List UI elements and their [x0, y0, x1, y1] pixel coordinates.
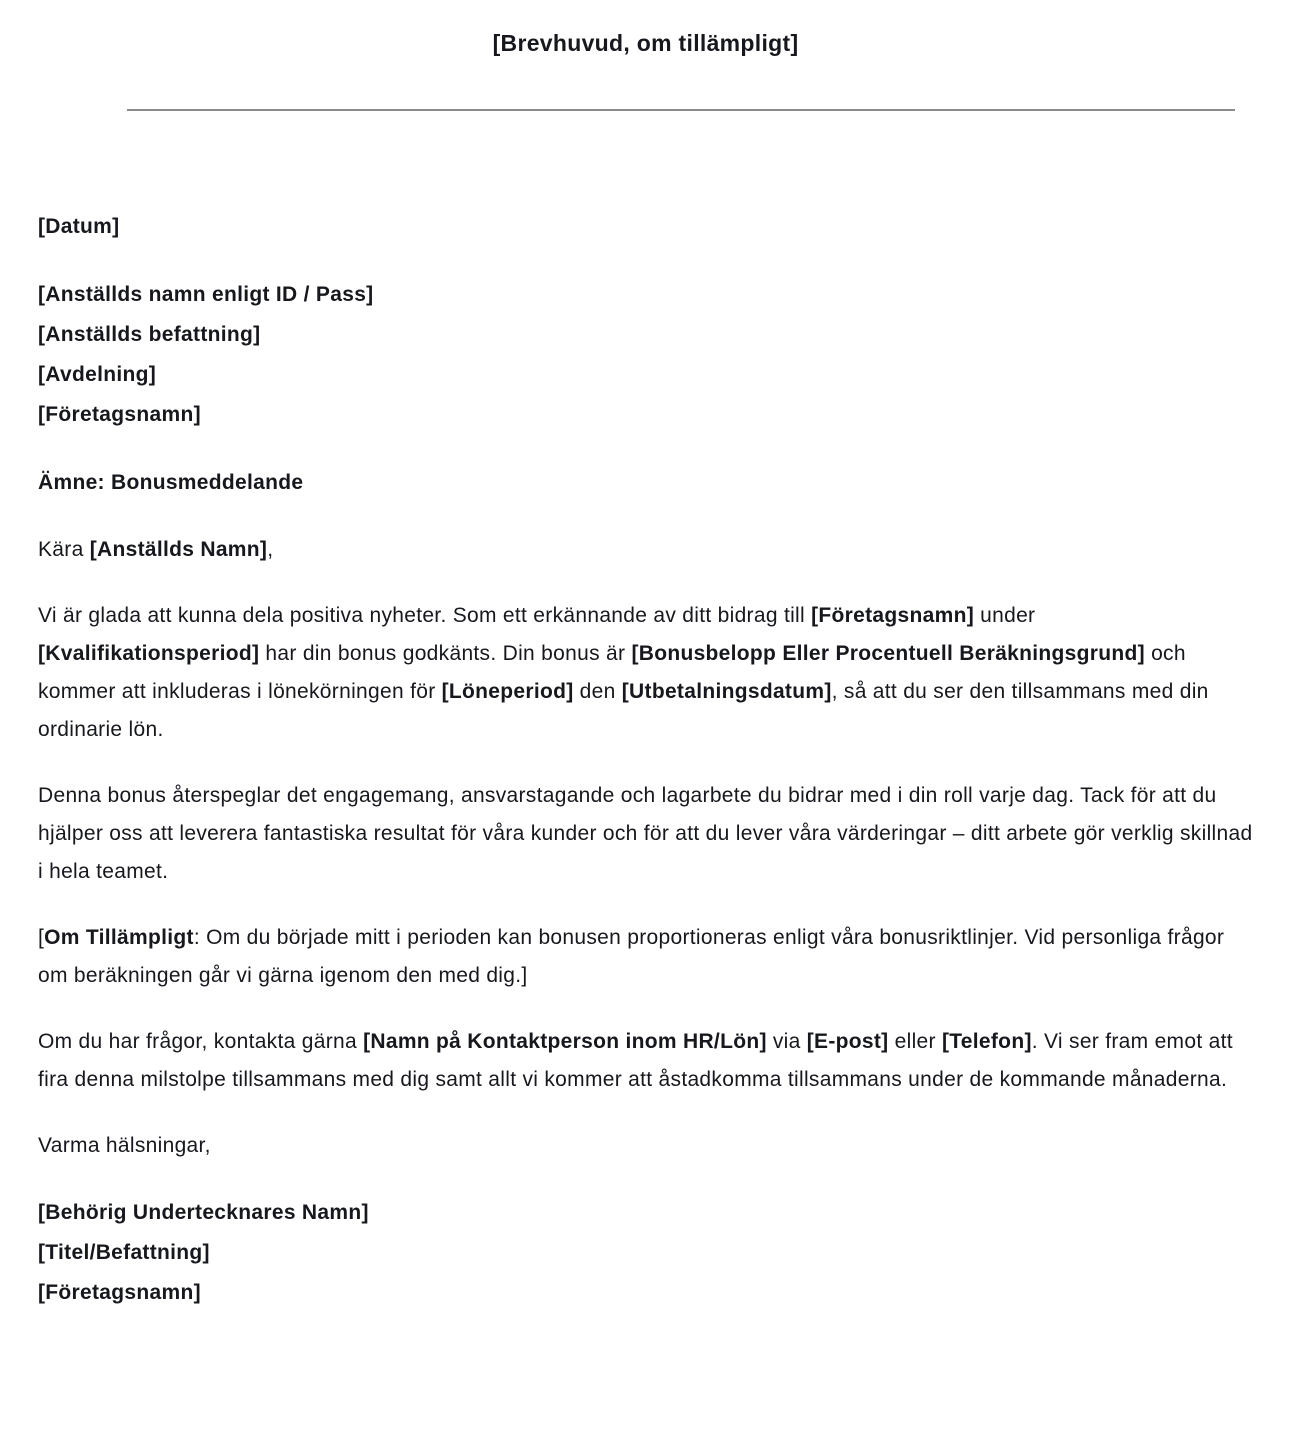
placeholder-line: [Anställds befattning]	[38, 323, 261, 346]
text-segment: och kommer att inkluderas i lönekörningen för	[38, 642, 1186, 703]
closing	[38, 1127, 1253, 1165]
signature-block	[38, 1193, 1253, 1313]
placeholder-line: Ämne: Bonusmeddelande	[38, 471, 304, 494]
placeholder-line: [Företagsnamn]	[38, 403, 201, 426]
placeholder-token: [Löneperiod]	[441, 680, 574, 703]
placeholder-token: [Anställds Namn]	[89, 538, 268, 561]
letterhead-title: [Brevhuvud, om tillämpligt]	[492, 30, 799, 56]
salutation	[38, 531, 1253, 569]
paragraph-bonus-approval	[38, 597, 1253, 749]
text-segment: : Om du började mitt i perioden kan bonusen proportioneras enligt våra bonusriktlinjer. Vid personliga frågor om beräkningen går vi gärna igenom den med dig.]	[38, 926, 1225, 987]
placeholder-line: [Behörig Undertecknares Namn]	[38, 1201, 369, 1224]
letter-body	[38, 207, 1253, 1313]
text-segment: ,	[267, 538, 274, 561]
text-segment: den	[573, 680, 622, 703]
text-segment: eller	[888, 1030, 942, 1053]
placeholder-token: [Utbetalningsdatum]	[621, 680, 832, 703]
text-segment: Kära	[38, 538, 90, 561]
placeholder-line: [Företagsnamn]	[38, 1281, 201, 1304]
text-segment: har din bonus godkänts. Din bonus är	[259, 642, 632, 665]
text-segment: under	[974, 604, 1036, 627]
placeholder-token: [Telefon]	[941, 1030, 1032, 1053]
placeholder-line: [Anställds namn enligt ID / Pass]	[38, 283, 374, 306]
placeholder-token: [Namn på Kontaktperson inom HR/Lön]	[363, 1030, 767, 1053]
text-segment: Varma hälsningar,	[38, 1134, 211, 1157]
placeholder-token: [Företagsnamn]	[811, 604, 974, 627]
date-line	[38, 207, 1253, 247]
placeholder-line: [Datum]	[38, 215, 120, 238]
placeholder-token: Om Tillämpligt	[44, 926, 194, 949]
subject-line	[38, 463, 1253, 503]
placeholder-token: [E-post]	[806, 1030, 889, 1053]
placeholder-token: [Bonusbelopp Eller Procentuell Beräkningsgrund]	[631, 642, 1145, 665]
paragraph-contact	[38, 1023, 1253, 1099]
text-segment: Vi är glada att kunna dela positiva nyheter. Som ett erkännande av ditt bidrag till	[38, 604, 812, 627]
text-segment: . Vi ser fram emot att fira denna milstolpe tillsammans med dig samt allt vi kommer att åstadkomma tillsammans under de kommande månaderna.	[38, 1030, 1233, 1091]
text-segment: , så att du ser den tillsammans med din ordinarie lön.	[38, 680, 1209, 741]
placeholder-line: [Titel/Befattning]	[38, 1241, 210, 1264]
letterhead-divider	[127, 109, 1235, 111]
placeholder-line: [Avdelning]	[38, 363, 157, 386]
paragraph-appreciation	[38, 777, 1253, 891]
text-segment: Om du har frågor, kontakta gärna	[38, 1030, 364, 1053]
text-segment: via	[766, 1030, 807, 1053]
text-segment: Denna bonus återspeglar det engagemang, ansvarstagande och lagarbete du bidrar med i din roll varje dag. Tack för att du hjälper oss att leverera fantastiska resultat för våra kunder och för att du lever våra värderingar – ditt arbete gör verklig skillnad i hela teamet.	[38, 784, 1253, 883]
recipient-block	[38, 275, 1253, 435]
placeholder-token: [Kvalifikationsperiod]	[38, 642, 260, 665]
text-segment: [	[38, 926, 45, 949]
paragraph-proration-note	[38, 919, 1253, 995]
